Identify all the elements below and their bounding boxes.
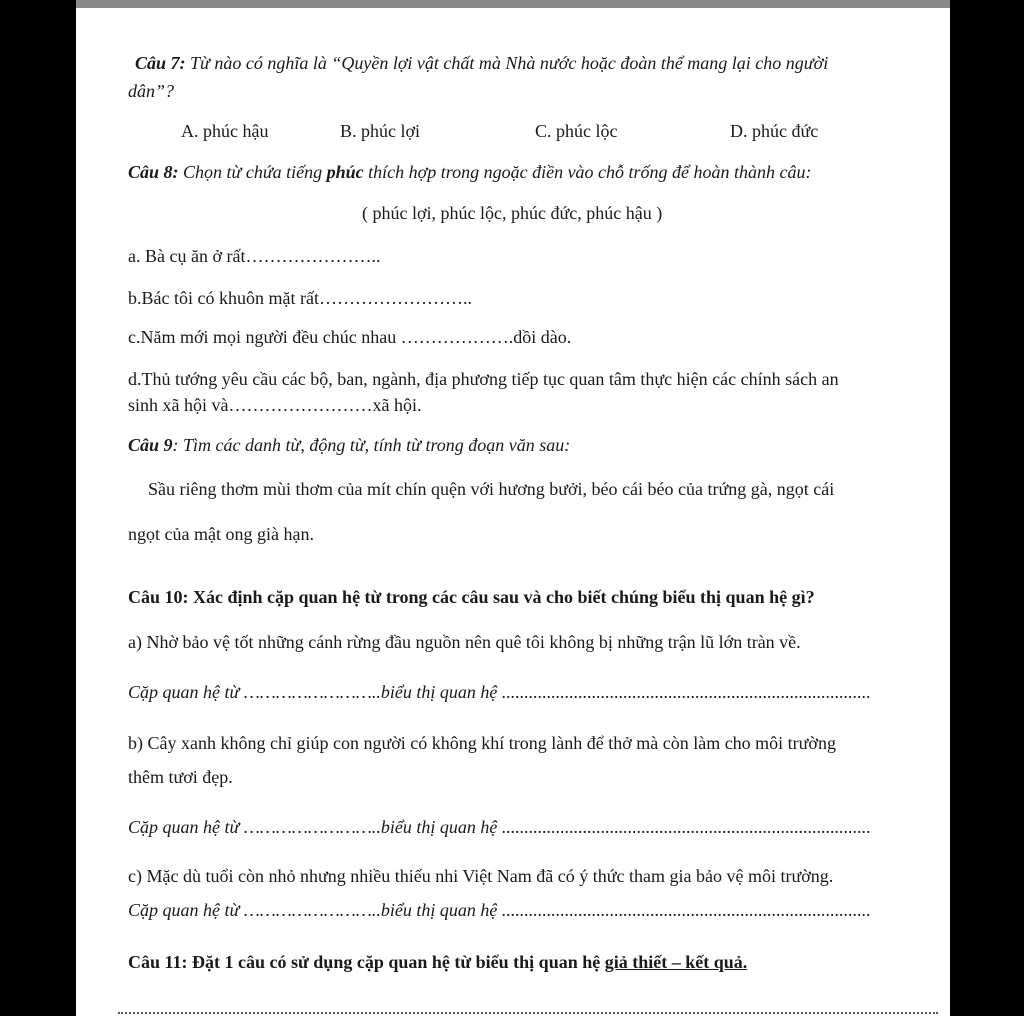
q11-underlined: giả thiết – kết quả. xyxy=(604,952,748,972)
q9-number: Câu 9 xyxy=(128,435,173,455)
q11-prompt xyxy=(128,951,747,973)
q9-prompt-text: : Tìm các danh từ, động từ, tính từ trong đoạn văn sau: xyxy=(172,435,571,455)
q10-item-b-line2: thêm tươi đẹp. xyxy=(128,767,233,787)
q9-passage-line1: Sầu riêng thơm mùi thơm của mít chín quện với hương bưởi, béo cái béo của trứng gà, ngọt cái xyxy=(148,479,835,499)
q8-choices: ( phúc lợi, phúc lộc, phúc đức, phúc hậu ) xyxy=(362,203,663,223)
q9-prompt xyxy=(128,434,570,456)
q8-item-d-line1: d.Thủ tướng yêu cầu các bộ, ban, ngành, địa phương tiếp tục quan tâm thực hiện các chính sách an xyxy=(128,369,839,389)
q7-prompt-line2: dân”? xyxy=(128,81,175,101)
q7-option-d: D. phúc đức xyxy=(730,121,819,141)
q7-prompt-line1: Từ nào có nghĩa là “Quyền lợi vật chất mà Nhà nước hoặc đoàn thể mang lại cho người xyxy=(190,53,829,73)
q8-number: Câu 8: xyxy=(128,162,179,182)
q11-answer-dotted-line xyxy=(118,1012,938,1014)
q10-title: Câu 10: Xác định cặp quan hệ từ trong các câu sau và cho biết chúng biểu thị quan hệ gì? xyxy=(128,587,815,607)
q8-item-a: a. Bà cụ ăn ở rất………………….. xyxy=(128,246,381,266)
q8-prompt-part2: thích hợp trong ngoặc điền vào chỗ trống để hoàn thành câu: xyxy=(368,162,812,182)
q10-item-c: c) Mặc dù tuổi còn nhỏ nhưng nhiều thiếu nhi Việt Nam đã có ý thức tham gia bảo vệ môi trường. xyxy=(128,866,834,886)
viewer-top-bar xyxy=(76,0,950,8)
q8-item-c: c.Năm mới mọi người đều chúc nhau ……………….dồi dào. xyxy=(128,327,572,347)
q8-item-b: b.Bác tôi có khuôn mặt rất…………………….. xyxy=(128,288,472,308)
q7-prompt xyxy=(135,52,828,74)
q7-option-c: C. phúc lộc xyxy=(535,121,618,141)
q10-answer-line-a: Cặp quan hệ từ ……………………..biểu thị quan hệ .................................................................................. xyxy=(128,682,871,702)
q11-title: Câu 11: Đặt 1 câu có sử dụng cặp quan hệ từ biểu thị quan hệ xyxy=(128,952,601,972)
q10-answer-line-c: Cặp quan hệ từ ……………………..biểu thị quan hệ .................................................................................. xyxy=(128,900,871,920)
document-page xyxy=(76,8,950,1016)
q10-item-a: a) Nhờ bảo vệ tốt những cánh rừng đầu nguồn nên quê tôi không bị những trận lũ lớn tràn về. xyxy=(128,632,801,652)
q7-option-a: A. phúc hậu xyxy=(181,121,269,141)
q7-number: Câu 7: xyxy=(135,53,186,73)
q9-passage-line2: ngọt của mật ong già hạn. xyxy=(128,524,314,544)
q8-prompt-keyword: phúc xyxy=(326,162,364,182)
q10-answer-line-b: Cặp quan hệ từ ……………………..biểu thị quan hệ .................................................................................. xyxy=(128,817,871,837)
q8-item-d-line2: sinh xã hội và……………………xã hội. xyxy=(128,395,422,415)
q10-item-b-line1: b) Cây xanh không chỉ giúp con người có không khí trong lành để thở mà còn làm cho môi trường xyxy=(128,733,836,753)
q7-option-b: B. phúc lợi xyxy=(340,121,421,141)
q8-prompt-part1: Chọn từ chứa tiếng xyxy=(183,162,323,182)
q8-prompt xyxy=(128,161,812,183)
